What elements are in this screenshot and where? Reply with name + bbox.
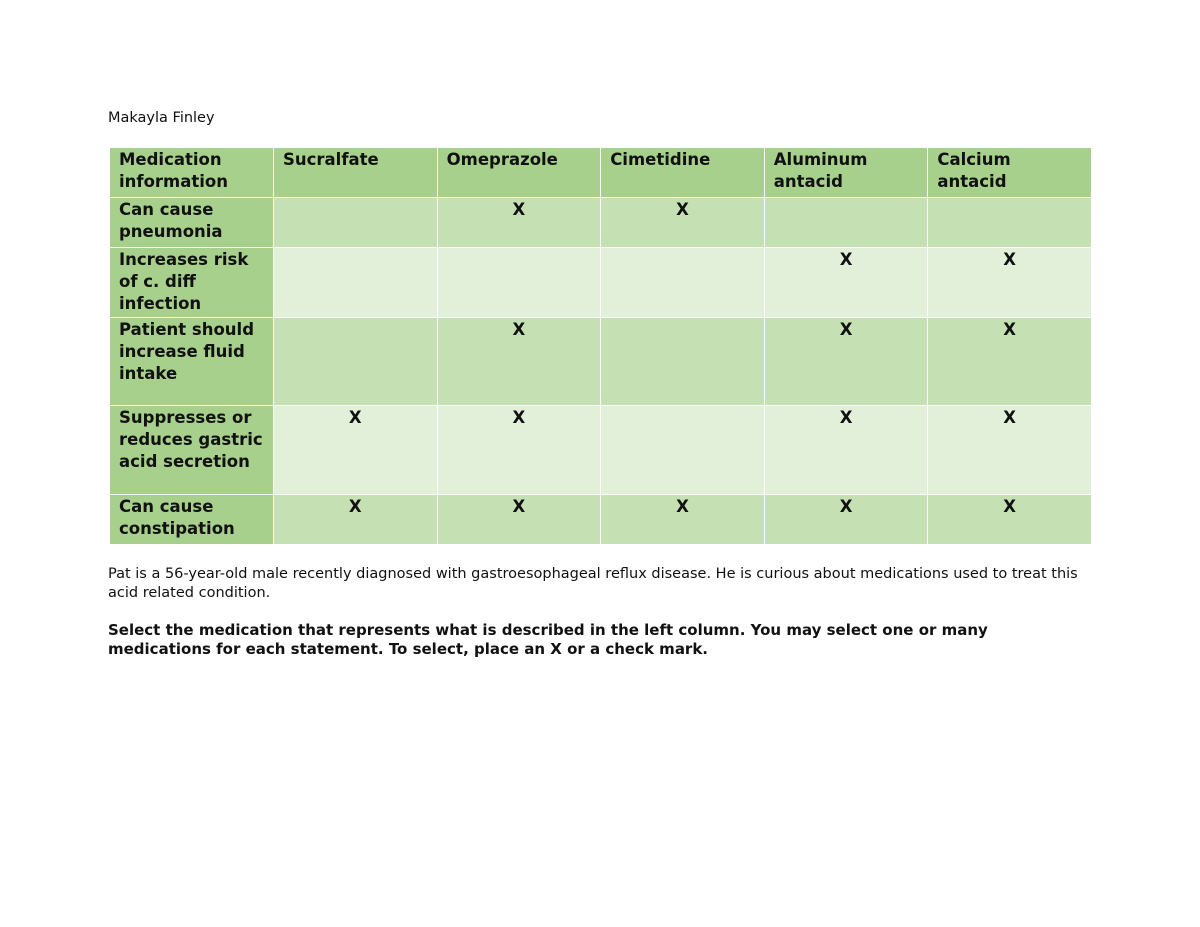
table-cell[interactable]: X: [764, 318, 928, 406]
row-label: Increases risk of c. diff infection: [110, 248, 274, 318]
table-cell[interactable]: [764, 198, 928, 248]
table-row: [110, 198, 1092, 248]
author-name: Makayla Finley: [108, 110, 215, 126]
table-cell[interactable]: X: [601, 198, 765, 248]
row-label: Can cause pneumonia: [110, 198, 274, 248]
table-cell[interactable]: X: [601, 495, 765, 545]
table-row: [110, 495, 1092, 545]
table-cell[interactable]: [601, 406, 765, 495]
table-cell[interactable]: [601, 248, 765, 318]
table-cell[interactable]: X: [928, 406, 1092, 495]
table-cell[interactable]: [437, 248, 601, 318]
document-page: [108, 108, 1092, 659]
table-cell[interactable]: [274, 318, 438, 406]
row-label: Patient should increase fluid intake: [110, 318, 274, 406]
table-cell[interactable]: [274, 248, 438, 318]
table-header-row: [110, 148, 1092, 198]
table-cell[interactable]: X: [764, 406, 928, 495]
table-row: [110, 406, 1092, 495]
table-cell[interactable]: [928, 198, 1092, 248]
table-cell[interactable]: X: [274, 406, 438, 495]
header-aluminum-antacid: Aluminum antacid: [764, 148, 928, 198]
table-cell[interactable]: X: [274, 495, 438, 545]
header-sucralfate: Sucralfate: [274, 148, 438, 198]
scenario-paragraph: Pat is a 56-year-old male recently diagnosed with gastroesophageal reflux disease. He is curious about medications used to treat this acid related condition.: [108, 566, 1078, 601]
row-label: Can cause constipation: [110, 495, 274, 545]
table-cell[interactable]: X: [928, 318, 1092, 406]
table-row: [110, 248, 1092, 318]
table-cell[interactable]: X: [437, 318, 601, 406]
table-cell[interactable]: X: [928, 248, 1092, 318]
table-cell[interactable]: X: [437, 495, 601, 545]
instructions-paragraph: Select the medication that represents what is described in the left column. You may select one or many medications for each statement. To select, place an X or a check mark.: [108, 621, 988, 658]
table-cell[interactable]: X: [437, 406, 601, 495]
table-cell[interactable]: [274, 198, 438, 248]
header-omeprazole: Omeprazole: [437, 148, 601, 198]
table-cell[interactable]: X: [764, 495, 928, 545]
row-label: Suppresses or reduces gastric acid secretion: [110, 406, 274, 495]
header-calcium-antacid: Calcium antacid: [928, 148, 1092, 198]
table-row: [110, 318, 1092, 406]
medication-table: [109, 147, 1092, 545]
table-cell[interactable]: X: [764, 248, 928, 318]
table-cell[interactable]: X: [437, 198, 601, 248]
header-cimetidine: Cimetidine: [601, 148, 765, 198]
table-cell[interactable]: X: [928, 495, 1092, 545]
table-cell[interactable]: [601, 318, 765, 406]
header-medication-information: Medication information: [110, 148, 274, 198]
